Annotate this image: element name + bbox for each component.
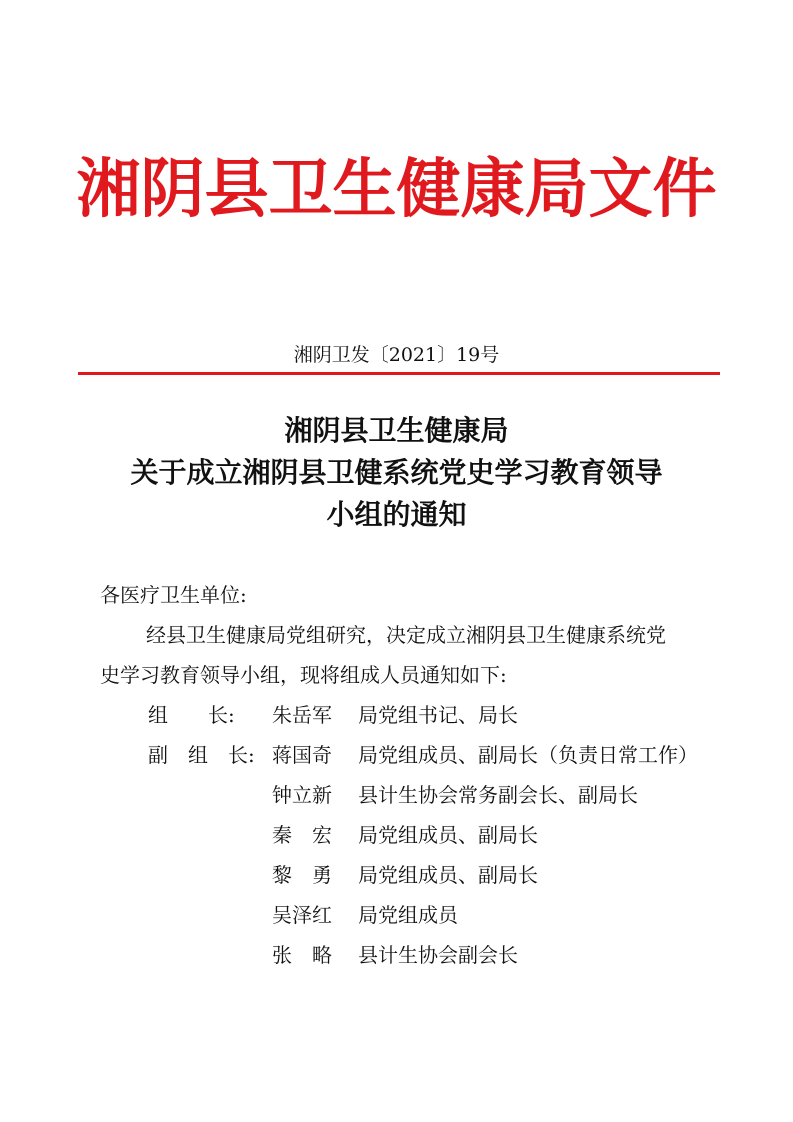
member-name: 钟立新 [272, 783, 332, 807]
member-name: 吴泽红 [272, 903, 332, 927]
member-position: 县计生协会副会长 [358, 943, 518, 967]
member-name: 秦 宏 [272, 823, 332, 847]
member-role-leader: 组 长: [148, 703, 235, 727]
notice-title-line-3: 小组的通知 [326, 498, 467, 531]
member-position: 局党组成员、副局长 [358, 823, 538, 847]
member-position: 局党组书记、局长 [358, 703, 518, 727]
member-name: 蒋国奇 [272, 743, 332, 767]
salutation: 各医疗卫生单位: [100, 583, 247, 607]
document-number: 湘阴卫发〔2021〕19号 [293, 344, 500, 366]
notice-title-line-2: 关于成立湘阴县卫健系统党史学习教育领导 [130, 456, 663, 489]
member-position: 局党组成员、副局长 [358, 863, 538, 887]
notice-title-line-1: 湘阴县卫生健康局 [284, 414, 509, 447]
member-position: 县计生协会常务副会长、副局长 [358, 783, 638, 807]
member-role-deputy: 副 组 长: [148, 743, 255, 767]
body-paragraph-line-2: 史学习教育领导小组，现将组成人员通知如下: [100, 663, 507, 687]
document-header-title: 湘阴县卫生健康局文件 [76, 153, 717, 227]
member-name: 黎 勇 [272, 863, 332, 887]
body-paragraph-line-1: 经县卫生健康局党组研究，决定成立湘阴县卫生健康系统党 [146, 623, 666, 647]
member-position: 局党组成员 [358, 903, 458, 927]
member-name: 朱岳军 [272, 703, 332, 727]
member-name: 张 略 [272, 943, 332, 967]
header-divider [78, 372, 720, 375]
member-position: 局党组成员、副局长（负责日常工作） [358, 743, 698, 767]
